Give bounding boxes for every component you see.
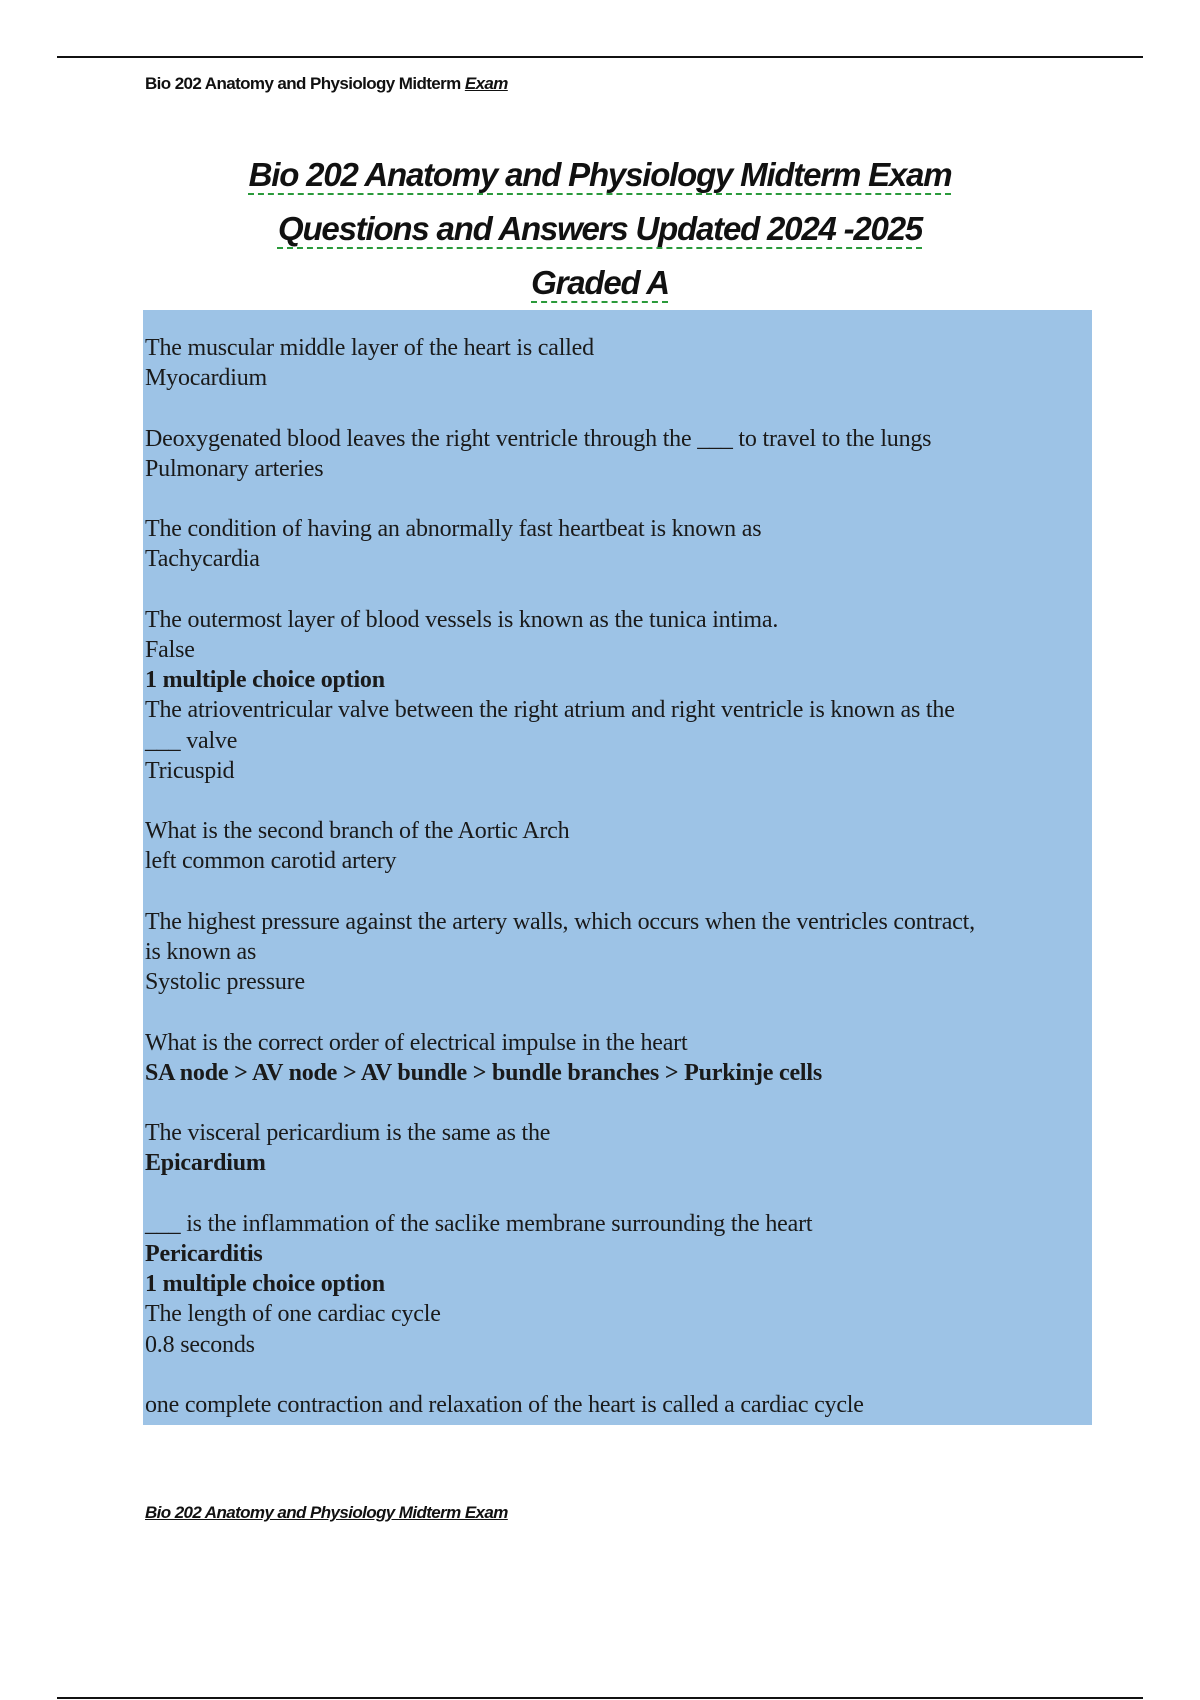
qa-line: The highest pressure against the artery walls, which occurs when the ventricles contract, — [145, 908, 975, 935]
title-line-2: Questions and Answers Updated 2024 -2025 — [277, 210, 923, 247]
qa-line: Tachycardia — [145, 546, 260, 573]
header-emphasis: Exam — [464, 74, 508, 93]
qa-line: What is the correct order of electrical impulse in the heart — [145, 1029, 688, 1056]
page-footer: Bio 202 Anatomy and Physiology Midterm Exam — [145, 1503, 508, 1522]
header-text: Bio 202 Anatomy and Physiology Midterm — [145, 74, 461, 93]
qa-line: is known as — [145, 938, 257, 965]
qa-line-bold: Epicardium — [145, 1150, 266, 1177]
document-title — [100, 148, 1100, 310]
qa-line: The visceral pericardium is the same as the — [145, 1120, 551, 1147]
qa-line — [145, 877, 1092, 907]
qa-line — [145, 997, 1092, 1027]
qa-line — [145, 786, 1092, 816]
qa-line: ___ valve — [145, 727, 238, 754]
qa-line: ___ is the inflammation of the saclike membrane surrounding the heart — [145, 1210, 813, 1237]
qa-line — [145, 1360, 1092, 1390]
qa-line — [145, 393, 1092, 423]
bottom-rule — [57, 1697, 1143, 1699]
title-line-3: Graded A — [531, 264, 669, 301]
qa-line-bold: 1 multiple choice option — [145, 667, 385, 694]
qa-line: 0.8 seconds — [145, 1331, 255, 1358]
qa-line: one complete contraction and relaxation of the heart is called a cardiac cycle — [145, 1391, 864, 1418]
qa-line-bold: Pericarditis — [145, 1240, 263, 1267]
qa-line: left common carotid artery — [145, 848, 397, 875]
qa-line: The atrioventricular valve between the right atrium and right ventricle is known as the — [145, 697, 955, 724]
qa-line-bold: 1 multiple choice option — [145, 1271, 385, 1298]
qa-line: False — [145, 636, 195, 663]
qa-line: The length of one cardiac cycle — [145, 1301, 441, 1328]
qa-line — [145, 1179, 1092, 1209]
title-line-1: Bio 202 Anatomy and Physiology Midterm Exam — [248, 156, 952, 193]
qa-line: Systolic pressure — [145, 969, 305, 996]
qa-line: The condition of having an abnormally fast heartbeat is known as — [145, 516, 762, 543]
qa-line: Deoxygenated blood leaves the right ventricle through the ___ to travel to the lungs — [145, 425, 932, 452]
qa-line: The outermost layer of blood vessels is known as the tunica intima. — [145, 606, 779, 633]
qa-block — [143, 310, 1092, 1425]
qa-line: Myocardium — [145, 365, 267, 392]
qa-line: The muscular middle layer of the heart is called — [145, 335, 594, 361]
qa-line — [145, 1088, 1092, 1118]
qa-line — [145, 484, 1092, 514]
qa-line: What is the second branch of the Aortic Arch — [145, 818, 570, 845]
page-header — [145, 74, 508, 94]
qa-line: Tricuspid — [145, 757, 235, 784]
top-rule — [57, 56, 1143, 58]
qa-line: Pulmonary arteries — [145, 455, 324, 482]
qa-line-bold: SA node > AV node > AV bundle > bundle branches > Purkinje cells — [145, 1059, 822, 1086]
qa-line — [145, 575, 1092, 605]
